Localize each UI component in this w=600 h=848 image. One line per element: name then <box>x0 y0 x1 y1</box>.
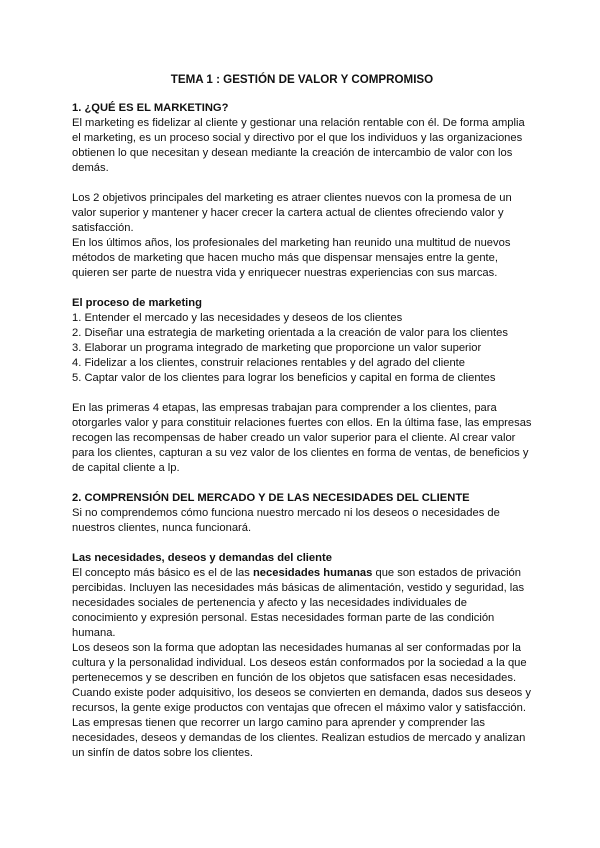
process-paragraph: En las primeras 4 etapas, las empresas trabajan para comprender a los clientes, para otorgarles valor y para constituir relaciones fuertes con ellos. En la última fase, las empresas recogen las recompensas de haber creado un valor superior para el cliente. Al crear valor para los clientes, capturan a su vez valor de los clientes en forma de ventas, de beneficios y de capital cliente a lp. <box>72 402 532 474</box>
needs-heading: Las necesidades, deseos y demandas del cliente <box>72 552 332 564</box>
needs-p1-bold-term: necesidades humanas <box>252 567 373 579</box>
process-step: 5. Captar valor de los clientes para lograr los beneficios y capital en forma de clientes <box>72 372 496 384</box>
process-heading: El proceso de marketing <box>72 297 202 309</box>
section-1-paragraph-2: Los 2 objetivos principales del marketing es atraer clientes nuevos con la promesa de un valor superior y mantener y hacer crecer la cartera actual de clientes ofreciendo valor y satisfacción. <box>72 192 512 234</box>
spacer <box>72 281 532 296</box>
spacer <box>72 176 532 191</box>
needs-paragraph-2: Los deseos son la forma que adoptan las necesidades humanas al ser conformadas por la cultura y la personalidad individual. Los deseos están conformados por la sociedad a la que pertenecemos y se describen en función de los objetos que satisfacen esas necesidades. Cuando existe poder adquisitivo, los deseos se convierten en demanda, dados sus deseos y recursos, la gente exige productos con ventajas que ofrecen el máximo valor y satisfacción. Las empresas tienen que recorrer un largo camino para aprender y comprender las necesidades, deseos y demandas de los clientes. Realizan estudios de mercado y analizan un sinfín de datos sobre los clientes. <box>72 642 531 759</box>
process-step: 2. Diseñar una estrategia de marketing orientada a la creación de valor para los clientes <box>72 327 508 339</box>
document-page <box>72 72 532 761</box>
needs-paragraph-1 <box>72 566 532 641</box>
needs-p1-text-end: que son estados de privación percibidas. Incluyen las necesidades más básicas de alimentación, vestido y seguridad, las necesidades sociales de pertenencia y afecto y las necesidades individuales de conocimiento y expresión personal. Estas necesidades forman parte de las condición humana. <box>72 567 525 639</box>
spacer <box>72 536 532 551</box>
spacer <box>72 476 532 491</box>
needs-p1-text-start: El concepto más básico es el de las <box>72 567 253 579</box>
process-step: 1. Entender el mercado y las necesidades y deseos de los clientes <box>72 312 403 324</box>
process-steps-list <box>72 311 532 386</box>
section-1-paragraph-1: El marketing es fidelizar al cliente y gestionar una relación rentable con él. De forma amplia el marketing, es un proceso social y directivo por el que los individuos y las organizaciones obtienen lo que necesitan y desean mediante la creación de intercambio de valor con los demás. <box>72 117 525 174</box>
process-step: 3. Elaborar un programa integrado de marketing que proporcione un valor superior <box>72 342 482 354</box>
process-step: 4. Fidelizar a los clientes, construir relaciones rentables y del agrado del cliente <box>72 357 466 369</box>
spacer <box>72 386 532 401</box>
section-1-paragraph-3: En los últimos años, los profesionales del marketing han reunido una multitud de nuevos métodos de marketing que hacen mucho más que dispensar mensajes entre la gente, quieren ser parte de nuestra vida y enriquecer nuestras experiencias con sus marcas. <box>72 237 511 279</box>
document-title: TEMA 1 : GESTIÓN DE VALOR Y COMPROMISO <box>170 73 434 86</box>
section-2-heading: 2. COMPRENSIÓN DEL MERCADO Y DE LAS NECESIDADES DEL CLIENTE <box>72 492 470 504</box>
section-1-heading: 1. ¿QUÉ ES EL MARKETING? <box>72 102 229 114</box>
section-2-paragraph-1: Si no comprendemos cómo funciona nuestro mercado ni los deseos o necesidades de nuestros clientes, nunca funcionará. <box>72 507 500 534</box>
